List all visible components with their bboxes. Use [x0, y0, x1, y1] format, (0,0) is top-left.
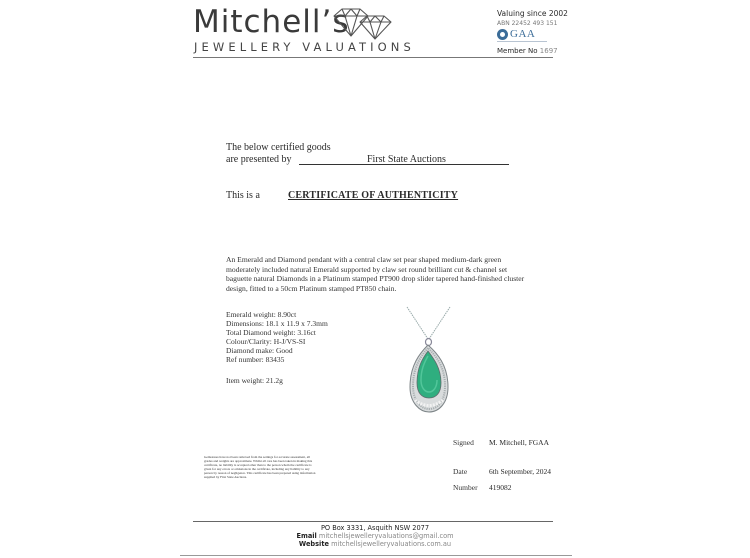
- email-label: Email: [296, 532, 317, 540]
- valuing-since: Valuing since 2002: [497, 9, 568, 18]
- signed-value: M. Mitchell, FGAA: [489, 438, 549, 447]
- spec-emerald-weight: Emerald weight: 8.90ct: [226, 310, 297, 319]
- date-value: 6th September, 2024: [489, 467, 551, 476]
- number-label: Number: [453, 483, 478, 492]
- pendant-photo: [398, 303, 468, 423]
- gaa-logo-icon: [497, 29, 508, 40]
- gaa-label: GAA: [510, 28, 536, 40]
- website-label: Website: [298, 540, 329, 548]
- brand-tagline: JEWELLERY VALUATIONS: [194, 40, 415, 54]
- item-description: An Emerald and Diamond pendant with a central claw set pear shaped medium-dark green moderately included natural Emerald supported by claw set round brilliant cut & channel set baguette natural Diamonds in a Platinum stamped PT900 drop slider tapered hand-finished cluster design, fitted to a 50cm Platinum stamped PT850 chain.: [226, 255, 525, 293]
- member-label: Member No: [497, 47, 538, 55]
- intro-line-2: are presented by: [226, 154, 292, 165]
- footer-website: [0, 540, 750, 549]
- member-number: [497, 47, 558, 55]
- signed-label: Signed: [453, 438, 474, 447]
- header-divider: [193, 57, 553, 58]
- spec-diamond-make: Diamond make: Good: [226, 346, 293, 355]
- disclaimer-text: Gemstones have not been removed from the settings for accurate assessment, all grades and weights are approximate. Whilst all care has been taken in making this certificate, no liability is accepted other than to the person whom the certificate is given for any errors or omissions in the certificate, including any liability to any person by reason of negligence. This certificate has been prepared using information supplied by First State Auctions.: [204, 455, 316, 480]
- presenter-name: First State Auctions: [367, 154, 446, 165]
- certificate-number: 419082: [489, 483, 512, 492]
- address-text: PO Box 3331, Asquith NSW 2077: [320, 524, 430, 532]
- certificate-title: CERTIFICATE OF AUTHENTICITY: [288, 190, 459, 201]
- spec-ref-number: Ref number: 83435: [226, 355, 285, 364]
- member-value: 1697: [539, 47, 558, 55]
- diamonds-logo-icon: [330, 6, 398, 40]
- item-weight: Item weight: 21.2g: [226, 376, 283, 385]
- gaa-subline: [497, 41, 547, 42]
- date-label: Date: [453, 467, 468, 476]
- footer-divider-bottom: [180, 555, 572, 556]
- brand-name: Mitchell’s: [193, 4, 350, 40]
- footer-divider-top: [193, 521, 553, 522]
- spec-dimensions: Dimensions: 18.1 x 11.9 x 7.3mm: [226, 319, 328, 328]
- spec-colour-clarity: Colour/Clarity: H-J/VS-SI: [226, 337, 306, 346]
- chain-icon: [407, 307, 450, 339]
- email-link[interactable]: mitchellsjewelleryvaluations@gmail.com: [318, 532, 454, 540]
- certificate-prefix: This is a: [226, 190, 260, 201]
- intro-line-1: The below certified goods: [226, 142, 331, 153]
- spec-diamond-weight: Total Diamond weight: 3.16ct: [226, 328, 316, 337]
- website-link[interactable]: mitchellsjewelleryvaluations.com.au: [331, 540, 452, 548]
- abn-number: ABN 22452 493 151: [497, 20, 558, 27]
